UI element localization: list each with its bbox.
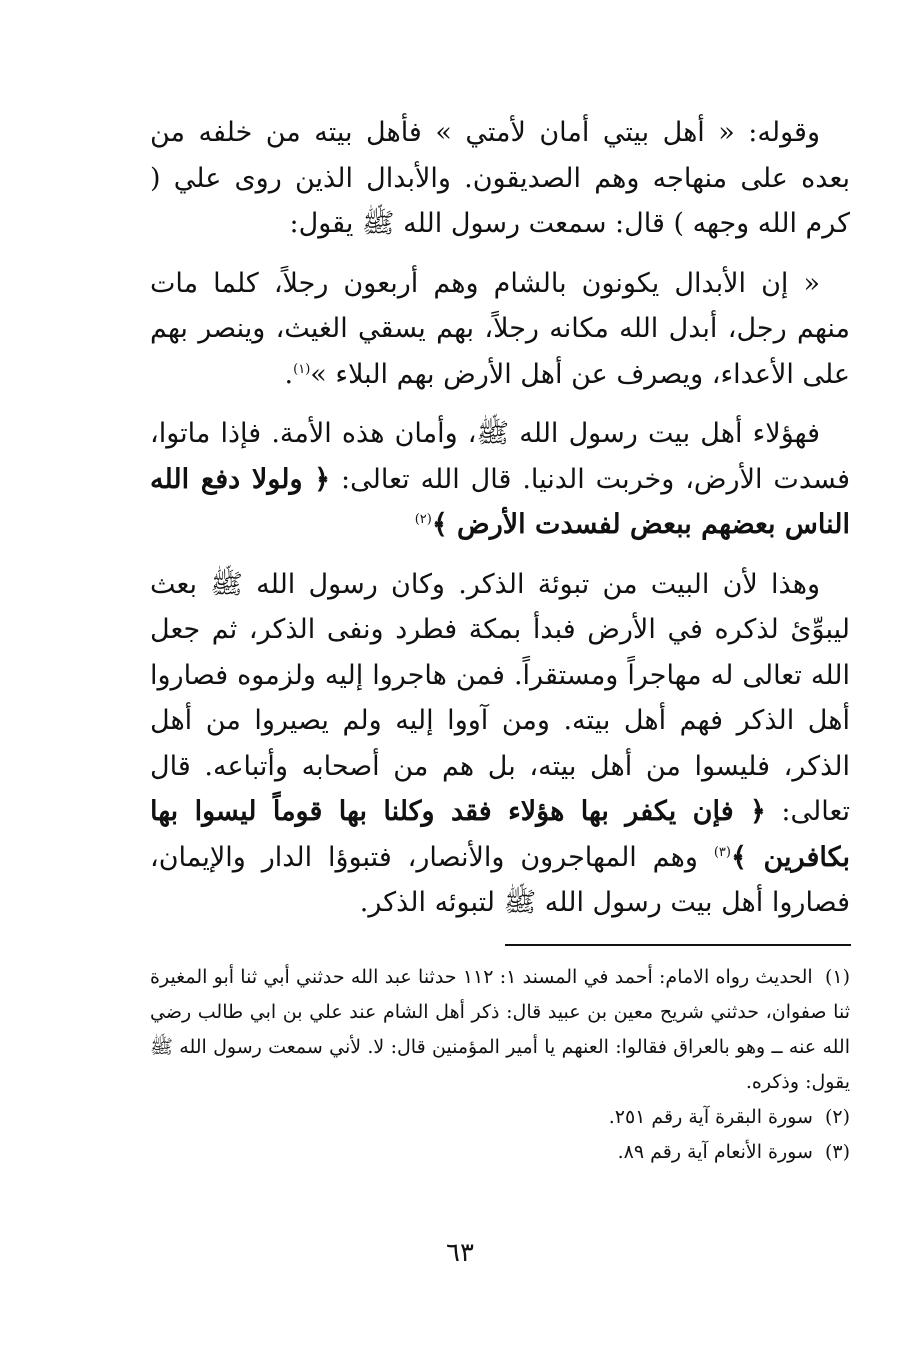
footnote-divider — [505, 944, 851, 946]
footnote-text: سورة البقرة آية رقم ٢٥١. — [608, 1106, 813, 1128]
footnote-1 — [150, 960, 850, 1100]
footnote-ref: (١) — [293, 361, 311, 377]
quran-quote: ﴿ فإن يكفر بها هؤلاء فقد وكلنا بها قوماً ليسوا بها بكافرين ﴾ — [150, 796, 850, 873]
paragraph-1 — [150, 110, 850, 247]
footnote-ref: (٢) — [414, 512, 432, 527]
main-text — [150, 110, 850, 940]
footnote-2 — [150, 1100, 850, 1135]
paragraph-text: فهؤلاء أهل بيت رسول الله ﷺ، وأمان هذه الأمة. فإذا ماتوا، فسدت الأرض، وخربت الدنيا. قال الله تعالى: — [150, 418, 851, 495]
paragraph-text: وهذا لأن البيت من تبوئة الذكر. وكان رسول الله ﷺ بعث ليبوِّئ لذكره في الأرض فبدأ بمكة فطرد ونفى الذكر، ثم جعل الله تعالى له مهاجراً ومستقراً. فمن هاجروا إليه ولزموه فصاروا أهل الذكر فهم أهل بيته. ومن آووا إليه ولم يصيروا من أهل الذكر، فليسوا من أهل بيته، بل هم من أصحابه وأتباعه. قال تعالى: — [150, 568, 850, 827]
quran-quote: ﴿ ولولا دفع الله الناس بعضهم ببعض لفسدت الأرض ﴾ — [150, 463, 850, 540]
footnote-text: الحديث رواه الامام: أحمد في المسند ١: ١١٢ حدثنا عبد الله حدثني أبي ثنا أبو المغيرة ثنا صفوان، حدثني شريح معين بن عبيد قال: ذكر أهل الشام عند علي بن ابي طالب رضي الله عنه ــ وهو بالعراق فقالوا: العنهم يا أمير المؤمنين قال: لا. لأني سمعت رسول الله ﷺ يقول: وذكره. — [150, 966, 850, 1093]
paragraph-text: « إن الأبدال يكونون بالشام وهم أربعون رجلاً، كلما مات منهم رجل، أبدل الله مكانه رجلاً، بهم يسقي الغيث، وينصر بهم على الأعداء، ويصرف عن أهل الأرض بهم البلاء » — [150, 267, 850, 390]
paragraph-after: وهم المهاجرون والأنصار، فتبوؤا الدار والإيمان، فصاروا أهل بيت رسول الله ﷺ لتبوئه الذكر. — [150, 841, 850, 918]
paragraph-text: وقوله: « أهل بيتي أمان لأمتي » فأهل بيته من خلفه من بعده على منهاجه وهم الصديقون. والأبدال الذين روى علي ( كرم الله وجهه ) قال: سمعت رسول الله ﷺ يقول: — [150, 117, 850, 239]
footnote-number: (١) — [824, 966, 850, 988]
footnote-number: (٣) — [824, 1141, 850, 1163]
footnotes — [150, 960, 850, 1170]
paragraph-4 — [150, 562, 850, 926]
footnote-ref: (٣) — [713, 844, 731, 860]
footnote-3 — [150, 1135, 850, 1170]
page-number: ٦٣ — [446, 1238, 474, 1268]
paragraph-2 — [150, 261, 850, 398]
paragraph-3 — [150, 411, 850, 548]
footnote-number: (٢) — [824, 1106, 850, 1128]
footnote-text: سورة الأنعام آية رقم ٨٩. — [617, 1141, 813, 1163]
paragraph-tail: . — [284, 358, 294, 390]
